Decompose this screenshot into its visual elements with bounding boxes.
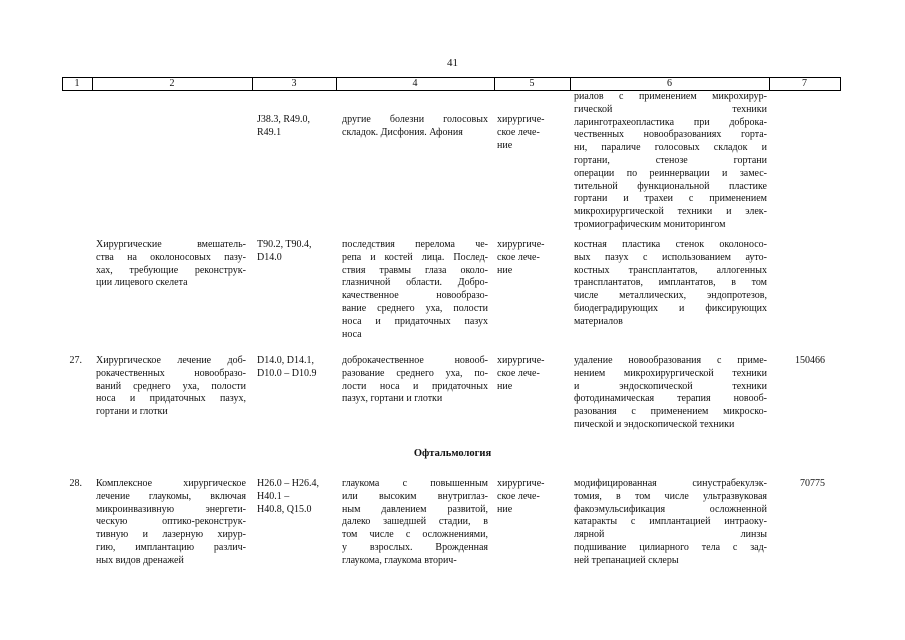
cell-line: костная пластика стенок околоносо- bbox=[574, 239, 767, 250]
cell-line: гортани, стенозе гортани bbox=[574, 154, 767, 166]
cell-method bbox=[574, 91, 767, 232]
cell-codes bbox=[257, 239, 332, 265]
cell-line: хирургиче- bbox=[497, 114, 545, 125]
cell-line: D14.0, D14.1, bbox=[257, 355, 314, 366]
cell-line: пической и эндоскопической техники bbox=[574, 418, 735, 430]
cell-line: пазух, гортани и глотки bbox=[342, 393, 443, 405]
cell-treatment bbox=[497, 355, 564, 393]
cell-line: ское лече- bbox=[497, 126, 540, 138]
cell-model bbox=[342, 114, 488, 140]
cell-line: чественных новообразованиях горта- bbox=[574, 129, 767, 141]
cell-line: ние bbox=[497, 503, 513, 515]
cell-line: томия, в том числе ультразвуковая bbox=[574, 490, 767, 502]
cell-model bbox=[342, 355, 488, 406]
cell-line: носа bbox=[342, 328, 362, 340]
cell-model bbox=[342, 478, 488, 568]
cell-line: хирургиче- bbox=[497, 355, 545, 366]
header-col-6: 6 bbox=[667, 78, 672, 89]
cell-line: лечение глаукомы, включая bbox=[96, 490, 246, 502]
cell-line: D14.0 bbox=[257, 251, 282, 263]
cell-line: ние bbox=[497, 264, 513, 276]
cell-line: далеко зашедшей стадии, в bbox=[342, 516, 488, 528]
section-title: Офтальмология bbox=[413, 448, 492, 459]
cell-treatment bbox=[497, 239, 564, 277]
cell-codes bbox=[257, 114, 332, 140]
cell-treatment bbox=[497, 478, 564, 516]
cell-line: микрохирургической техники и элек- bbox=[574, 206, 767, 218]
cell-line: или высоким внутриглаз- bbox=[342, 490, 488, 502]
cell-line: гию, имплантацию различ- bbox=[96, 541, 246, 553]
cell-line: лости носа и придаточных bbox=[342, 380, 488, 392]
cell-line: рокачественных новообразо- bbox=[96, 367, 246, 379]
header-col-1: 1 bbox=[74, 78, 80, 89]
cell-line: хирургиче- bbox=[497, 478, 545, 489]
header-col-2: 2 bbox=[169, 78, 175, 89]
cell-line: доброкачественное новооб- bbox=[342, 355, 488, 366]
cell-line: ствия травмы глаза около- bbox=[342, 264, 488, 276]
cell-line: гической техники bbox=[574, 103, 767, 115]
cell-line: носа и придаточных пазух bbox=[342, 315, 488, 327]
cell-line: Хирургическое лечение доб- bbox=[96, 355, 246, 366]
cell-line: материалов bbox=[574, 315, 623, 327]
cell-line: модифицированная синустрабекулэк- bbox=[574, 478, 767, 489]
cell-line: у взрослых. Врожденная bbox=[342, 541, 488, 553]
cell-line: вание среднего уха, полости bbox=[342, 302, 488, 314]
cell-method bbox=[574, 478, 767, 568]
cell-line: числе металлических, эндопротезов, bbox=[574, 290, 767, 302]
cell-line: Комплексное хирургическое bbox=[96, 478, 246, 489]
cell-method bbox=[574, 355, 767, 432]
cell-line: тивную и лазерную хирур- bbox=[96, 529, 246, 541]
cell-line: и эндоскопической техники bbox=[574, 380, 767, 392]
cell-num bbox=[62, 355, 82, 368]
cell-line: качественное новообразо- bbox=[342, 290, 488, 302]
cell-line: R49.1 bbox=[257, 126, 282, 138]
cell-line: биодеградирующих и фиксирующих bbox=[574, 302, 767, 314]
cell-line: ние bbox=[497, 380, 513, 392]
cell-line: вых пазух с использованием ауто- bbox=[574, 251, 767, 263]
cell-line: глаукома с повышенным bbox=[342, 478, 488, 489]
cell-treatment bbox=[497, 114, 564, 152]
cell-num bbox=[62, 478, 82, 491]
cell-line: H40.8, Q15.0 bbox=[257, 503, 312, 515]
cell-line: фотодинамическая терапия новооб- bbox=[574, 393, 767, 405]
cell-line: гортани и трахеи с применением bbox=[574, 193, 767, 205]
cell-line: лярной линзы bbox=[574, 529, 767, 541]
cell-line: ни, параличе голосовых складок и bbox=[574, 142, 767, 154]
cell-line: ных видов дренажей bbox=[96, 554, 184, 566]
cell-model bbox=[342, 239, 488, 341]
cell-line: 28. bbox=[69, 478, 82, 489]
table-header bbox=[62, 77, 841, 91]
cell-method bbox=[574, 239, 767, 329]
cell-line: репа и костей лица. Послед- bbox=[342, 251, 488, 263]
cell-line: ское лече- bbox=[497, 367, 540, 379]
cell-line: 70775 bbox=[800, 478, 825, 489]
cell-line: удаление новообразования с приме- bbox=[574, 355, 767, 366]
cell-price bbox=[775, 355, 825, 368]
cell-line: ларинготрахеопластика при доброка- bbox=[574, 116, 767, 128]
cell-line: 27. bbox=[69, 355, 82, 366]
cell-line: H40.1 – bbox=[257, 490, 290, 502]
header-col-7: 7 bbox=[802, 78, 807, 89]
cell-line: катаракты с имплантацией интраоку- bbox=[574, 516, 767, 528]
cell-line: ское лече- bbox=[497, 490, 540, 502]
cell-line: разования с применением микроско- bbox=[574, 406, 767, 418]
cell-line: костных трансплантатов, аллогенных bbox=[574, 264, 767, 276]
cell-line: глаукома, глаукома вторич- bbox=[342, 554, 457, 566]
cell-line: T90.2, T90.4, bbox=[257, 239, 312, 250]
cell-line: хирургиче- bbox=[497, 239, 545, 250]
cell-codes bbox=[257, 355, 332, 381]
cell-name bbox=[96, 478, 246, 568]
cell-name bbox=[96, 355, 246, 419]
cell-line: Хирургические вмешатель- bbox=[96, 239, 246, 250]
cell-line: нением микрохирургической техники bbox=[574, 367, 767, 379]
cell-line: другие болезни голосовых bbox=[342, 114, 488, 125]
cell-price bbox=[775, 478, 825, 491]
page-number: 41 bbox=[447, 57, 458, 69]
cell-line: последствия перелома че- bbox=[342, 239, 488, 250]
cell-line: факоэмульсификация осложненной bbox=[574, 503, 767, 515]
cell-line: ным давлением развитой, bbox=[342, 503, 488, 515]
cell-line: том числе с осложнениями, bbox=[342, 529, 488, 541]
cell-line: J38.3, R49.0, bbox=[257, 114, 311, 125]
cell-line: 150466 bbox=[795, 355, 825, 366]
cell-line: ства на околоносовых пазу- bbox=[96, 251, 246, 263]
cell-line: микроинвазивную энергети- bbox=[96, 503, 246, 515]
cell-line: риалов с применением микрохирур- bbox=[574, 91, 767, 102]
cell-line: тромиографическим мониторингом bbox=[574, 218, 726, 230]
cell-line: ское лече- bbox=[497, 251, 540, 263]
cell-line: носа и придаточных пазух, bbox=[96, 393, 246, 405]
cell-line: операции по реиннервации и замес- bbox=[574, 167, 767, 179]
cell-line: разование среднего уха, по- bbox=[342, 367, 488, 379]
cell-line: ней трепанацией склеры bbox=[574, 554, 679, 566]
header-col-4: 4 bbox=[412, 78, 418, 89]
cell-line: ции лицевого скелета bbox=[96, 277, 188, 289]
cell-line: трансплантатов, имплантатов, в том bbox=[574, 277, 767, 289]
header-col-3: 3 bbox=[291, 78, 297, 89]
cell-line: ваний среднего уха, полости bbox=[96, 380, 246, 392]
cell-line: складок. Дисфония. Афония bbox=[342, 126, 463, 138]
cell-line: ческую оптико-реконструк- bbox=[96, 516, 246, 528]
cell-line: тительной функциональной пластике bbox=[574, 180, 767, 192]
cell-line: подшивание цилиарного тела с зад- bbox=[574, 541, 767, 553]
cell-line: хах, требующие реконструк- bbox=[96, 264, 246, 276]
cell-line: глазничной области. Добро- bbox=[342, 277, 488, 289]
cell-line: гортани и глотки bbox=[96, 406, 168, 418]
header-col-5: 5 bbox=[529, 78, 535, 89]
cell-name bbox=[96, 239, 246, 290]
cell-line: H26.0 – H26.4, bbox=[257, 478, 319, 489]
cell-line: ние bbox=[497, 139, 513, 151]
cell-line: D10.0 – D10.9 bbox=[257, 367, 317, 379]
cell-codes bbox=[257, 478, 332, 516]
